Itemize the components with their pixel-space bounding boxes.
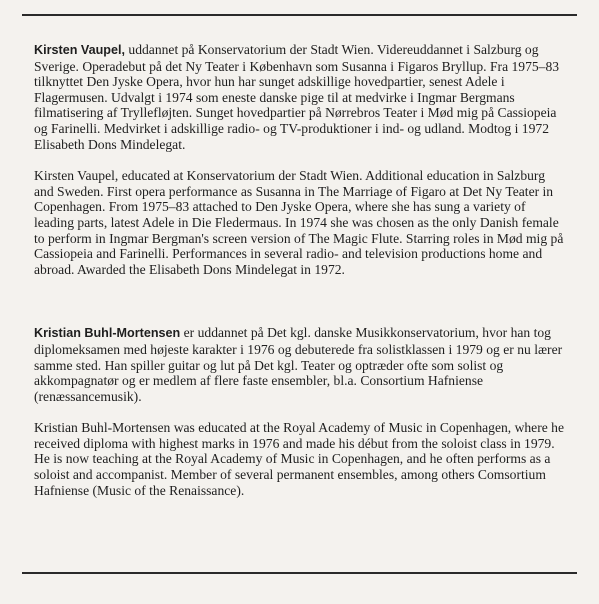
biography-text (34, 42, 566, 498)
vaupel-danish-text: uddannet på Konservatorium der Stadt Wien. Videreuddannet i Salzburg og Sverige. Operadebut på det Ny Teater i København som Susanna i Figaros Bryllup. Fra 1975–83 tilknyttet Den Jyske Opera, hvor hun har sunget adskillige hovedpartier, senest Adele i Flagermusen. Udvalgt i 1974 som eneste danske pige til at medvirke i Ingmar Bergmans filmatisering af Tryllefløjten. Sunget hovedpartier på Nørrebros Teater i Mød mig på Cassiopeia og Farinelli. Medvirket i adskillige radio- og TV-produktioner i ind- og udland. Modtog i 1972 Elisabeth Dons Mindelegat. (34, 42, 560, 152)
vaupel-danish-paragraph (34, 42, 566, 152)
buhl-name: Kristian Buhl-Mortensen (34, 326, 181, 341)
buhl-danish-paragraph (34, 325, 566, 404)
buhl-english-paragraph: Kristian Buhl-Mortensen was educated at the Royal Academy of Music in Copenhagen, where he received diploma with highest marks in 1976 and made his début from the soloist class in 1979. He is now teaching at the Royal Academy of Music in Copenhagen, and he often performs as a soloist and accompanist. Member of several permanent ensembles, among others Comsortium Hafniense (Music of the Renaissance). (34, 420, 565, 498)
bottom-divider (22, 572, 577, 574)
buhl-danish-text: er uddannet på Det kgl. danske Musikkonservatorium, hvor han tog diplomeksamen med højeste karakter i 1976 og debuterede fra solistklassen i 1979 og er nu lærer samme sted. Han spiller guitar og lut på Det kgl. Teater og optræder ofte som solist og akkompagnatør og er medlem af flere faste ensembler, bl.a. Consortium Hafniense (renæssancemusik). (34, 325, 563, 404)
top-divider (22, 14, 577, 16)
vaupel-english-paragraph: Kirsten Vaupel, educated at Konservatorium der Stadt Wien. Additional education in Salzburg and Sweden. First opera performance as Susanna in The Marriage of Figaro at Det Ny Teater in Copenhagen. From 1975–83 attached to Den Jyske Opera, where she has sung a variety of leading parts, latest Adele in Die Fledermaus. In 1974 she was chosen as the only Danish female to perform in Ingmar Bergman's screen version of The Magic Flute. Starring roles in Mød mig på Cassiopeia and Farinelli. Performances in several radio- and television productions home and abroad. Awarded the Elisabeth Dons Mindelegat in 1972. (34, 168, 564, 277)
vaupel-name: Kirsten Vaupel, (34, 43, 125, 57)
